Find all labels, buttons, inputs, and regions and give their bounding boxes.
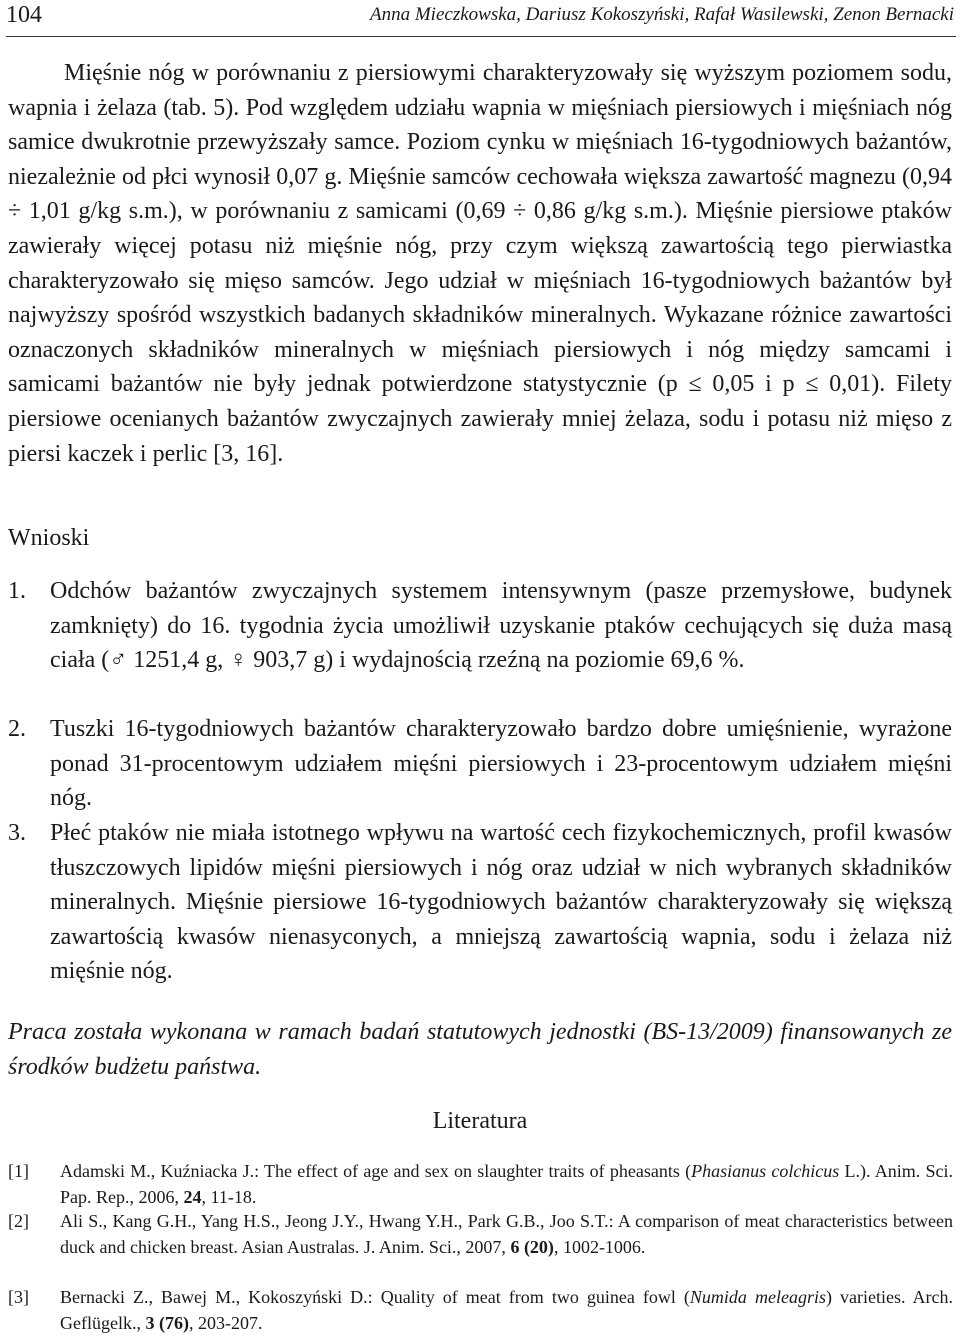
reference-number: [1] (8, 1161, 29, 1181)
conclusion-text: Płeć ptaków nie miała istotnego wpływu na wartość cech fizykochemicznych, profil kwasów tłuszczowych lipidów mięśni piersiowych i nóg oraz udział w nich wybranych składników mineralnych. Mięśnie piersiowe 16-tygodniowych bażantów charakteryzowały się większą zawartością kwasów nienasyconych, a mniejszą zawartością wapnia, sodu i żelaza niż mięśnie nóg. (50, 820, 952, 985)
conclusion-number: 3. (8, 820, 26, 846)
conclusions-heading: Wnioski (8, 525, 90, 551)
reference-text (60, 1158, 953, 1210)
page-number: 104 (6, 2, 42, 28)
reference-authors-title: Adamski M., Kuźniacka J.: The effect of age and sex on slaughter traits of pheasants ( (60, 1161, 692, 1181)
running-header (6, 0, 956, 37)
reference-journal: L.). Anim. Sci. Pap. Rep., 2006, (60, 1161, 953, 1207)
reference-volume: 24 (183, 1187, 202, 1207)
conclusion-text: Odchów bażantów zwyczajnych systemem intensywnym (pasze przemysłowe, budynek zamknięty) do 16. tygodnia życia umożliwił uzyskanie ptaków cechujących się duża masą ciała (♂ 1251,4 g, ♀ 903,7 g) i wydajnością rzeźną na poziomie 69,6 %. (50, 578, 952, 674)
running-header-authors: Anna Mieczkowska, Dariusz Kokoszyński, Rafał Wasilewski, Zenon Bernacki (369, 4, 954, 25)
reference-text (60, 1208, 953, 1260)
conclusion-text: Tuszki 16-tygodniowych bażantów charakteryzowało bardzo dobre umięśnienie, wyrażone ponad 31-procentowym udziałem mięśni piersiowych i 23-procentowym udziałem mięśni nóg. (50, 716, 952, 812)
reference-number: [3] (8, 1287, 29, 1307)
reference-species: Phasianus colchicus (691, 1161, 840, 1181)
reference-pages: , 11-18. (201, 1187, 257, 1207)
reference-pages: , 203-207. (188, 1313, 263, 1333)
funding-note: Praca została wykonana w ramach badań statutowych jednostki (BS-13/2009) finansowanych ze środków budżetu państwa. (8, 1019, 952, 1080)
reference-species: Numida meleagris (689, 1287, 826, 1307)
reference-authors-title: Bernacki Z., Bawej M., Kokoszyński D.: Quality of meat from two guinea fowl ( (60, 1287, 690, 1307)
results-paragraph: Mięśnie nóg w porównaniu z piersiowymi charakteryzowały się wyższym poziomem sodu, wapnia i żelaza (tab. 5). Pod względem udziału wapnia w mięśniach piersiowych i mięśniach nóg samice dwukrotnie przewyższały samce. Poziom cynku w mięśniach 16-tygodniowych bażantów, niezależnie od płci wynosił 0,07 g. Mięśnie samców cechowała większa zawartość magnezu (0,94 ÷ 1,01 g/kg s.m.), w porównaniu z samicami (0,69 ÷ 0,86 g/kg s.m.). Mięśnie piersiowe ptaków zawierały więcej potasu niż mięśnie nóg, przy czym większą zawartością tego pierwiastka charakteryzowało się mięso samców. Jego udział w mięśniach 16-tygodniowych bażantów był najwyższy spośród wszystkich badanych składników mineralnych. Wykazane różnice zawartości oznaczonych składników mineralnych w mięśniach piersiowych i nóg między samcami i samicami bażantów nie były jednak potwierdzone statystycznie (p ≤ 0,05 i p ≤ 0,01). Filety piersiowe ocenianych bażantów zwyczajnych zawierały mniej żelaza, sodu i potasu niż mięso z piersi kaczek i perlic [3, 16]. (8, 60, 952, 467)
reference-volume: 6 (20) (510, 1237, 554, 1257)
conclusion-number: 2. (8, 716, 26, 742)
reference-text (60, 1284, 953, 1336)
reference-number: [2] (8, 1211, 29, 1231)
reference-journal: ) varieties. Arch. Geflügelk., (60, 1287, 954, 1333)
reference-authors-title: Ali S., Kang G.H., Yang H.S., Jeong J.Y., Hwang Y.H., Park G.B., Joo S.T.: A comparison of meat characteristics between duck and chicken breast. Asian Australas. J. Anim. Sci., 2007, (60, 1211, 953, 1257)
literature-heading: Literatura (432, 1108, 528, 1134)
reference-pages: , 1002-1006. (553, 1237, 646, 1257)
reference-volume: 3 (76) (145, 1313, 189, 1333)
conclusion-number: 1. (8, 578, 26, 604)
